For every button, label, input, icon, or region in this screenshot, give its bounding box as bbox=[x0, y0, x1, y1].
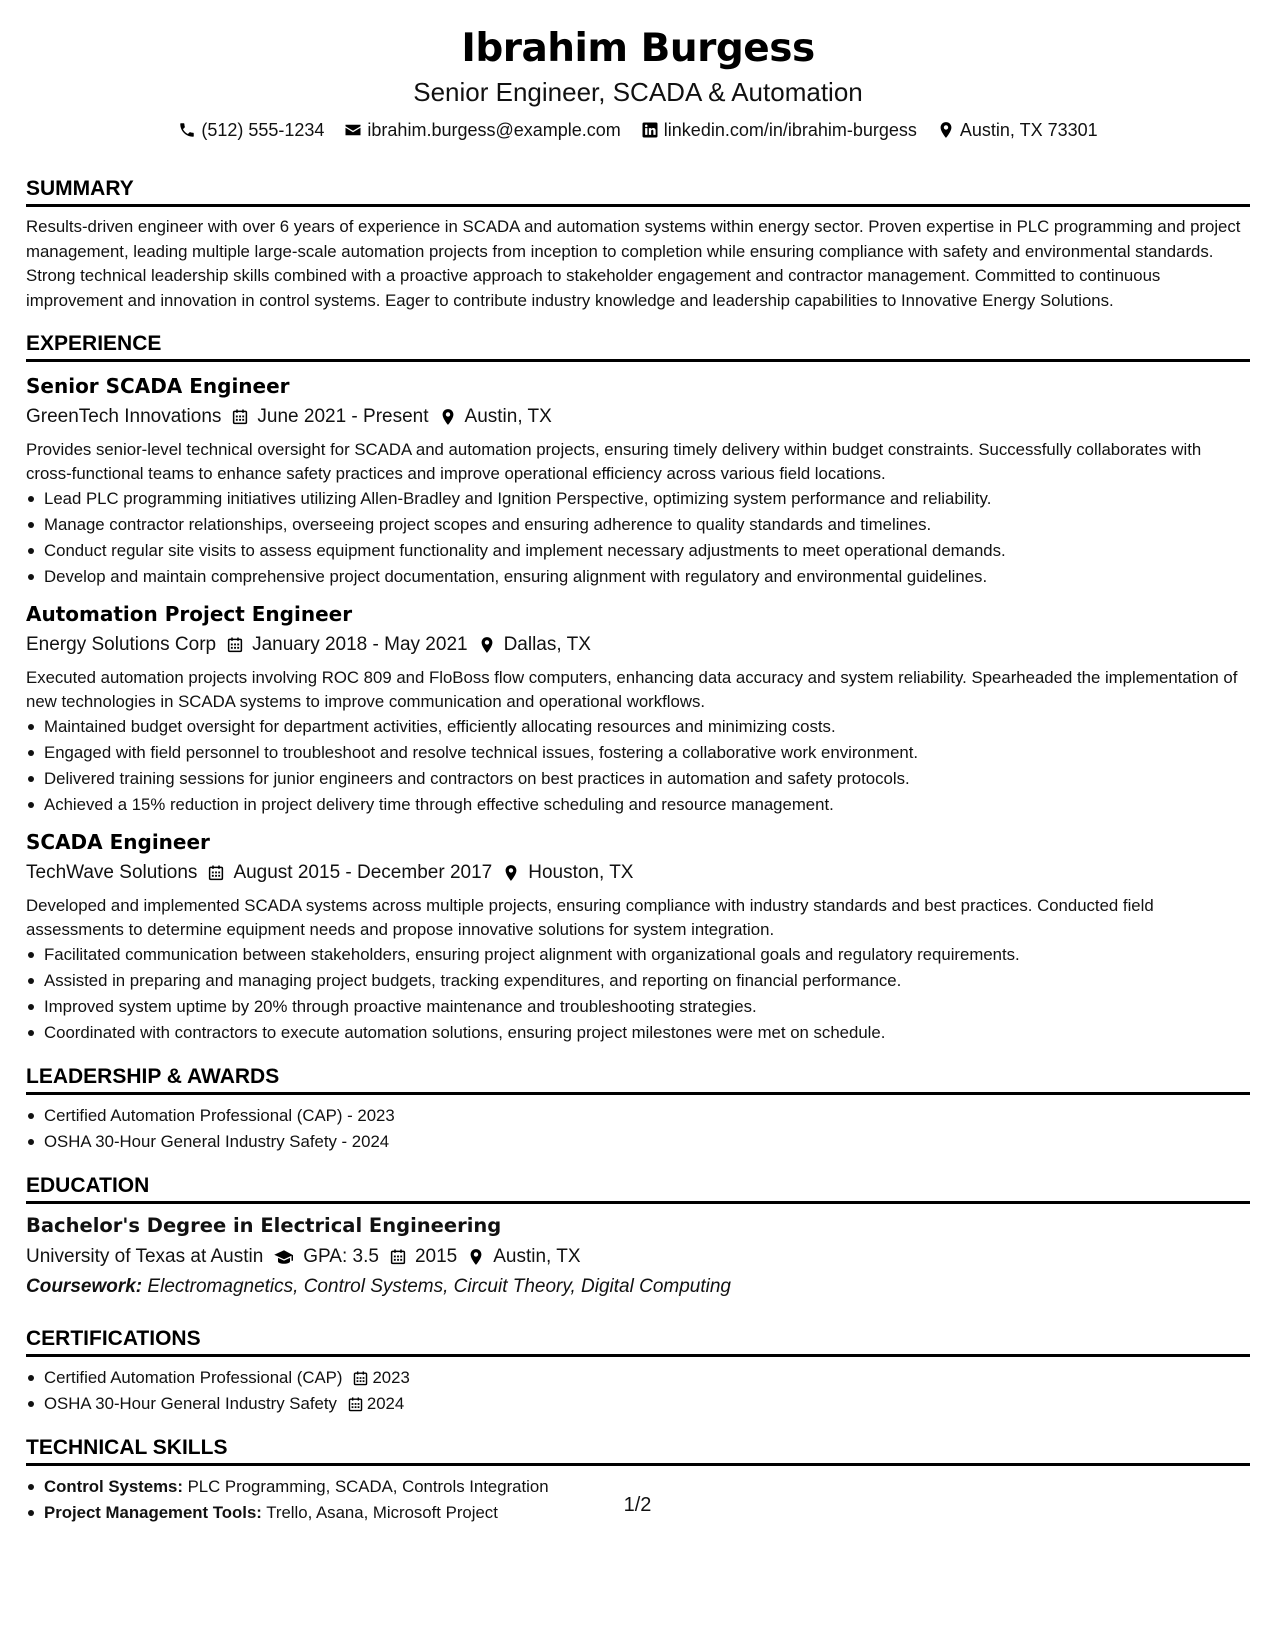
skill-value: PLC Programming, SCADA, Controls Integration bbox=[187, 1477, 549, 1496]
job-bullets bbox=[26, 714, 1250, 818]
map-pin-icon bbox=[478, 636, 496, 654]
resume-page bbox=[26, 0, 1250, 1526]
job-location-text: Dallas, TX bbox=[503, 634, 591, 655]
phone-icon bbox=[178, 121, 196, 139]
job-location-text: Houston, TX bbox=[528, 862, 634, 883]
calendar-icon bbox=[389, 1248, 407, 1266]
education-meta bbox=[26, 1242, 1250, 1272]
section-heading-certifications: CERTIFICATIONS bbox=[26, 1326, 1250, 1357]
certifications-list bbox=[26, 1365, 1250, 1417]
education-location bbox=[467, 1242, 580, 1272]
job-title: Automation Project Engineer bbox=[26, 602, 353, 626]
contact-location bbox=[937, 118, 1098, 142]
job-entry bbox=[26, 372, 1250, 590]
linkedin-text: linkedin.com/in/ibrahim-burgess bbox=[663, 120, 917, 140]
job-location bbox=[502, 858, 633, 888]
contact-bar bbox=[26, 118, 1250, 142]
calendar-icon bbox=[207, 864, 225, 882]
summary-text: Results-driven engineer with over 6 years of experience in SCADA and automation systems within energy sector. Proven expertise in PLC programming and project management, leading multiple large-scale automation projects from inception to completion while ensuring compliance with safety and environmental standards. Strong technical leadership skills combined with a proactive approach to stakeholder engagement and contractor management. Committed to continuous improvement and innovation in control systems. Eager to contribute industry knowledge and leadership capabilities to Innovative Energy Solutions. bbox=[26, 217, 1241, 310]
job-bullets bbox=[26, 942, 1250, 1046]
section-heading-skills: TECHNICAL SKILLS bbox=[26, 1435, 1250, 1466]
job-entry bbox=[26, 828, 1250, 1046]
job-location-text: Austin, TX bbox=[464, 406, 552, 427]
school-name: University of Texas at Austin bbox=[26, 1246, 264, 1267]
job-meta bbox=[26, 630, 1250, 660]
map-pin-icon bbox=[467, 1248, 485, 1266]
resume-header bbox=[26, 26, 1250, 142]
job-company: TechWave Solutions bbox=[26, 862, 198, 883]
section-heading-education: EDUCATION bbox=[26, 1173, 1250, 1204]
list-item: Manage contractor relationships, overseeing project scopes and ensuring adherence to quality standards and timelines. bbox=[26, 512, 1250, 538]
education-gpa bbox=[273, 1242, 379, 1272]
map-pin-icon bbox=[439, 408, 457, 426]
job-dates-text: January 2018 - May 2021 bbox=[252, 634, 468, 655]
job-company: Energy Solutions Corp bbox=[26, 634, 217, 655]
map-pin-icon bbox=[502, 864, 520, 882]
job-dates bbox=[226, 630, 467, 660]
list-item: Lead PLC programming initiatives utilizing Allen-Bradley and Ignition Perspective, optimizing system performance and reliability. bbox=[26, 486, 1250, 512]
cert-date bbox=[352, 1365, 409, 1391]
job-title: Senior SCADA Engineer bbox=[26, 374, 290, 398]
list-item: Conduct regular site visits to assess equipment functionality and implement necessary adjustments to meet operational demands. bbox=[26, 538, 1250, 564]
job-bullets bbox=[26, 486, 1250, 590]
job-dates-text: June 2021 - Present bbox=[257, 406, 429, 427]
page-number: 1/2 bbox=[623, 1494, 652, 1516]
list-item: Engaged with field personnel to troubleshoot and resolve technical issues, fostering a collaborative work environment. bbox=[26, 740, 1250, 766]
cert-name: Certified Automation Professional (CAP) bbox=[44, 1368, 343, 1387]
education-section bbox=[26, 1173, 1250, 1302]
calendar-icon bbox=[231, 408, 249, 426]
coursework-label: Coursework: bbox=[26, 1276, 143, 1297]
contact-email[interactable] bbox=[344, 118, 620, 142]
email-text: ibrahim.burgess@example.com bbox=[367, 120, 621, 140]
list-item: Assisted in preparing and managing project budgets, tracking expenditures, and reporting on financial performance. bbox=[26, 968, 1250, 994]
contact-phone[interactable] bbox=[178, 118, 324, 142]
job-dates bbox=[231, 402, 428, 432]
list-item: Achieved a 15% reduction in project delivery time through effective scheduling and resource management. bbox=[26, 792, 1250, 818]
location-text: Austin, TX 73301 bbox=[959, 120, 1098, 140]
job-description: Developed and implemented SCADA systems across multiple projects, ensuring compliance with industry standards and best practices. Conducted field assessments to determine equipment needs and propose innovative solutions for system integration. bbox=[26, 896, 1154, 939]
section-heading-experience: EXPERIENCE bbox=[26, 331, 1250, 362]
section-heading-summary: SUMMARY bbox=[26, 176, 1250, 207]
degree-title: Bachelor's Degree in Electrical Engineering bbox=[26, 1214, 502, 1237]
list-item: OSHA 30-Hour General Industry Safety - 2024 bbox=[26, 1129, 1250, 1155]
candidate-title: Senior Engineer, SCADA & Automation bbox=[413, 77, 863, 107]
leadership-list bbox=[26, 1103, 1250, 1155]
job-entry bbox=[26, 600, 1250, 818]
experience-section bbox=[26, 331, 1250, 1046]
calendar-icon bbox=[347, 1396, 364, 1413]
list-item: Facilitated communication between stakeholders, ensuring project alignment with organizational goals and regulatory requirements. bbox=[26, 942, 1250, 968]
summary-section bbox=[26, 176, 1250, 313]
cert-year: 2023 bbox=[372, 1368, 410, 1387]
job-location bbox=[478, 630, 591, 660]
job-dates-text: August 2015 - December 2017 bbox=[233, 862, 493, 883]
job-description: Executed automation projects involving ROC 809 and FloBoss flow computers, enhancing data accuracy and system reliability. Spearheaded the implementation of new technologies in SCADA systems to improve communication and operational workflows. bbox=[26, 668, 1238, 711]
skill-label: Project Management Tools: bbox=[44, 1503, 262, 1522]
skill-value: Trello, Asana, Microsoft Project bbox=[266, 1503, 498, 1522]
list-item: Improved system uptime by 20% through proactive maintenance and troubleshooting strategies. bbox=[26, 994, 1250, 1020]
list-item: Develop and maintain comprehensive project documentation, ensuring alignment with regulatory and environmental guidelines. bbox=[26, 564, 1250, 590]
calendar-icon bbox=[226, 636, 244, 654]
candidate-name: Ibrahim Burgess bbox=[461, 26, 815, 71]
contact-linkedin[interactable] bbox=[641, 118, 917, 142]
job-company: GreenTech Innovations bbox=[26, 406, 222, 427]
education-year bbox=[389, 1242, 457, 1272]
calendar-icon bbox=[352, 1370, 369, 1387]
list-item: Maintained budget oversight for department activities, efficiently allocating resources and minimizing costs. bbox=[26, 714, 1250, 740]
graduation-cap-icon bbox=[273, 1248, 295, 1266]
envelope-icon bbox=[344, 121, 362, 139]
list-item: Certified Automation Professional (CAP) - 2023 bbox=[26, 1103, 1250, 1129]
coursework-text: Electromagnetics, Control Systems, Circuit Theory, Digital Computing bbox=[147, 1276, 731, 1297]
phone-text: (512) 555-1234 bbox=[201, 120, 325, 140]
coursework bbox=[26, 1272, 1250, 1302]
list-item bbox=[26, 1391, 1250, 1417]
cert-year: 2024 bbox=[366, 1394, 405, 1413]
map-pin-icon bbox=[937, 121, 955, 139]
list-item: Delivered training sessions for junior engineers and contractors on best practices in automation and safety protocols. bbox=[26, 766, 1250, 792]
education-location-text: Austin, TX bbox=[493, 1246, 581, 1267]
job-meta bbox=[26, 858, 1250, 888]
leadership-section bbox=[26, 1064, 1250, 1155]
job-meta bbox=[26, 402, 1250, 432]
list-item bbox=[26, 1365, 1250, 1391]
gpa-text: GPA: 3.5 bbox=[303, 1246, 379, 1267]
section-heading-leadership: LEADERSHIP & AWARDS bbox=[26, 1064, 1250, 1095]
cert-name: OSHA 30-Hour General Industry Safety bbox=[44, 1394, 337, 1413]
list-item: Coordinated with contractors to execute automation solutions, ensuring project milestones were met on schedule. bbox=[26, 1020, 1250, 1046]
certifications-section bbox=[26, 1326, 1250, 1417]
linkedin-icon bbox=[641, 121, 659, 139]
job-title: SCADA Engineer bbox=[26, 830, 210, 854]
skill-label: Control Systems: bbox=[44, 1477, 183, 1496]
job-location bbox=[439, 402, 552, 432]
year-text: 2015 bbox=[414, 1246, 458, 1267]
job-dates bbox=[207, 858, 492, 888]
cert-date bbox=[347, 1391, 404, 1417]
job-description: Provides senior-level technical oversight for SCADA and automation projects, ensuring timely delivery within budget constraints. Successfully collaborates with cross-functional teams to enhance safety practices and improve operational efficiency across various field locations. bbox=[26, 440, 1202, 483]
